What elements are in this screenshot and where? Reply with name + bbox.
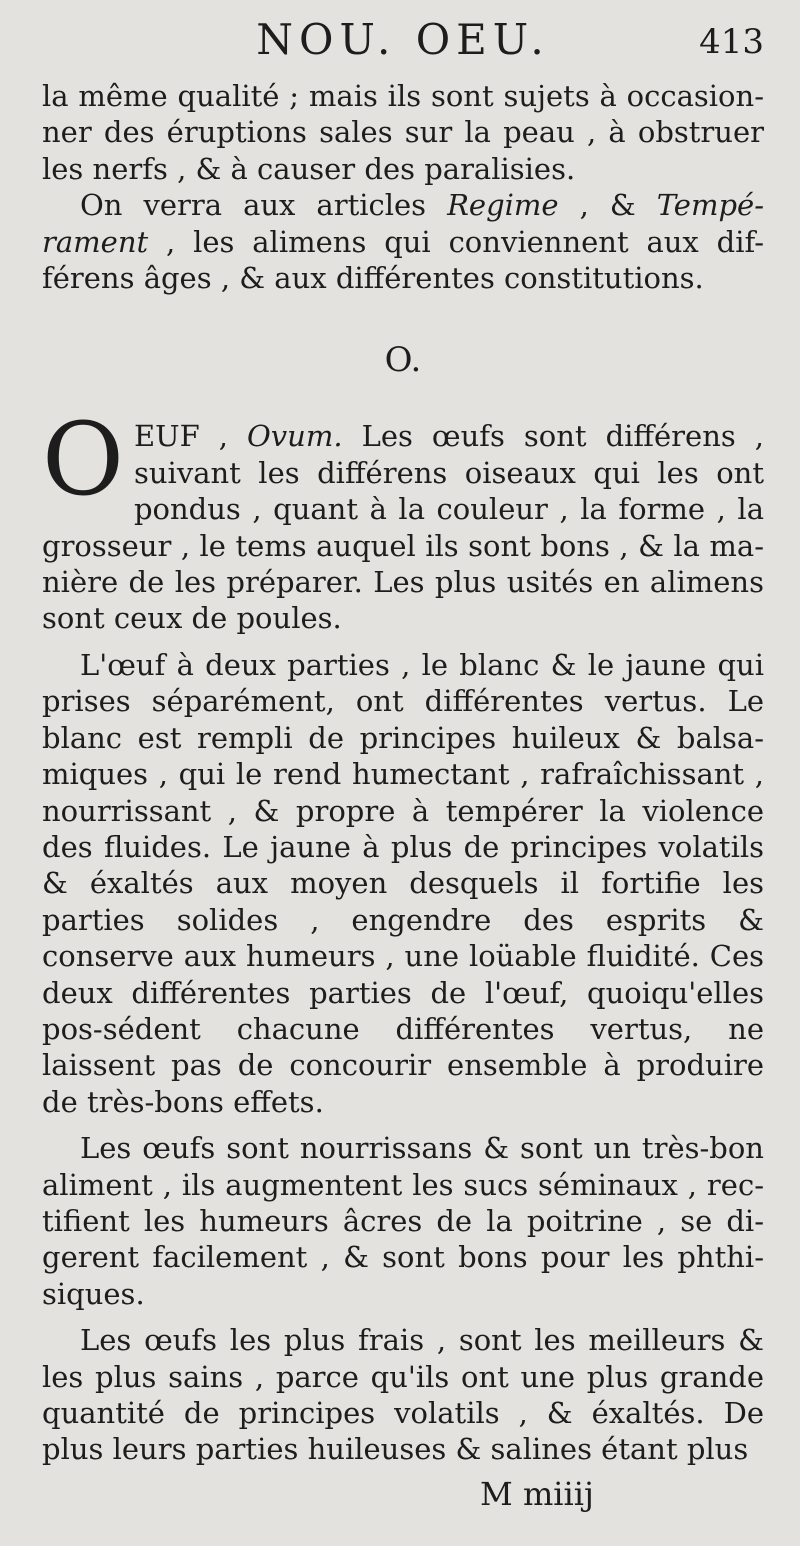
- entry-text: Les œufs sont différens , suivant les différens oiseaux qui les ont pondus , quant à la couleur , la forme , la grosseur , le tems auquel ils sont bons , & la ma-nière de les préparer. Les plus usités en alimens sont ceux de poules.: [42, 419, 765, 636]
- paragraph-fresh-eggs: Les œufs les plus frais , sont les meilleurs & les plus sains , parce qu'ils ont une plus grande quantité de principes volatils , & éxaltés. De plus leurs parties huileuses & salines étant plus: [42, 1323, 764, 1467]
- continued-paragraph: la même qualité ; mais ils sont sujets à occasion-ner des éruptions sales sur la peau , à obstruer les nerfs , & à causer des paralisies.: [42, 79, 764, 186]
- signature-mark: M miiij: [480, 1475, 594, 1513]
- ref-text-middle: , &: [558, 188, 657, 223]
- page-header: [42, 0, 764, 78]
- ref-temperament: Tempé-rament: [42, 188, 764, 259]
- ref-text-before: On verra aux articles: [80, 188, 448, 223]
- entry-latin-name: Ovum.: [247, 419, 343, 454]
- drop-cap: O: [42, 401, 124, 519]
- cross-reference-paragraph: [42, 187, 764, 296]
- entry-oeuf: [42, 401, 765, 636]
- page-number: 413: [699, 22, 764, 62]
- ref-regime: Regime: [447, 188, 559, 223]
- paragraph-egg-parts: L'œuf à deux parties , le blanc & le jaune qui prises séparément, ont différentes vertus. Le blanc est rempli de principes huileux & balsa-miques , qui le rend humectant , rafraîchissant , nourrissant , & propre à tempérer la violence des fluides. Le jaune à plus de principes volatils & éxaltés aux moyen desquels il fortifie les parties solides , engendre des esprits & conserve aux humeurs , une loüable fluidité. Ces deux différentes parties de l'œuf, quoiqu'elles pos-sédent chacune différentes vertus, ne laissent pas de concourir ensemble à produire de très-bons effets.: [42, 647, 764, 1119]
- ref-text-after: , les alimens qui conviennent aux dif-férens âges , & aux différentes constitutions.: [42, 224, 764, 296]
- section-letter: O.: [384, 340, 422, 381]
- running-head: NOU. OEU.: [256, 15, 550, 64]
- paragraph-nourishment: Les œufs sont nourrissans & sont un très-bon aliment , ils augmentent les sucs séminaux , rec-tifient les humeurs âcres de la poitrine , se di-gerent facilement , & sont bons pour les phthi-siques.: [42, 1131, 764, 1311]
- entry-headword: EUF ,: [133, 419, 228, 454]
